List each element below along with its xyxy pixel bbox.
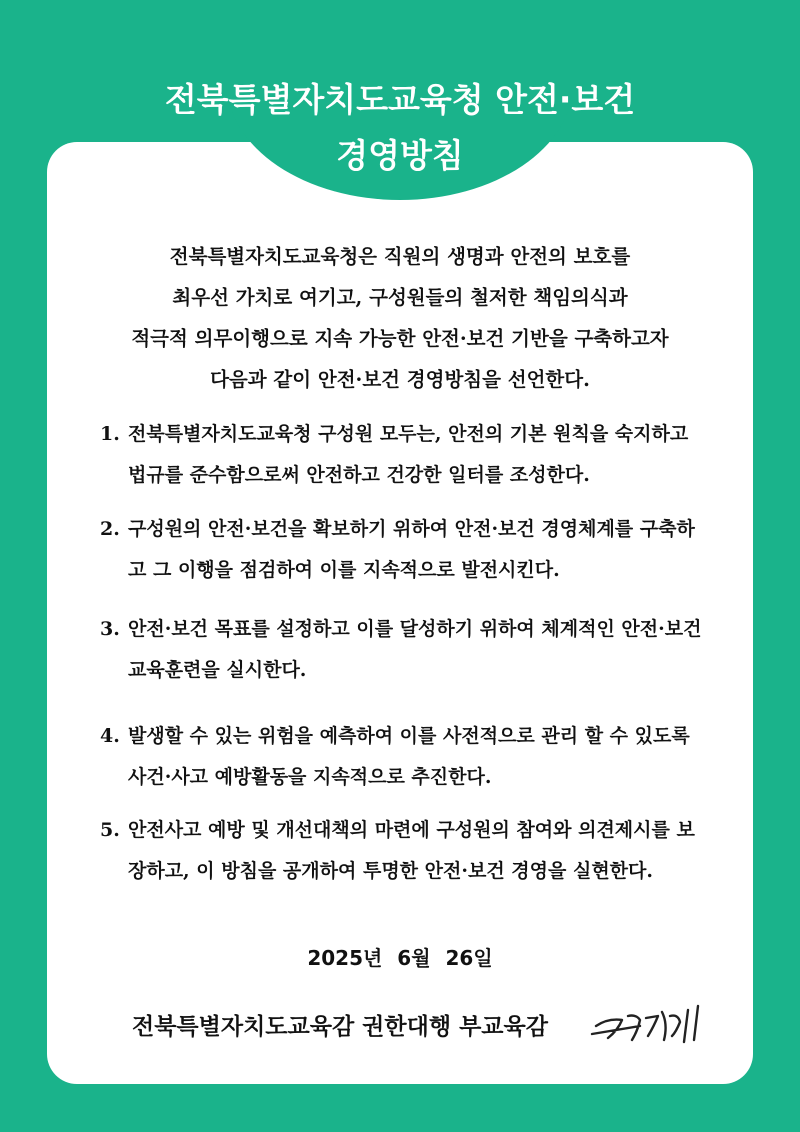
item-text: 발생할 수 있는 위험을 예측하여 이를 사전적으로 관리 할 수 있도록 사건·사고 예방활동을 지속적으로 추진한다. bbox=[128, 725, 690, 788]
signer-title: 전북특별자치도교육감 권한대행 부교육감 bbox=[132, 1014, 548, 1040]
item-number: 3. bbox=[100, 618, 120, 640]
item-number: 5. bbox=[100, 819, 120, 841]
policy-item-4 bbox=[100, 716, 710, 798]
policy-item-2 bbox=[100, 509, 710, 591]
item-text: 안전·보건 목표를 설정하고 이를 달성하기 위하여 체계적인 안전·보건 교육훈련을 실시한다. bbox=[128, 618, 702, 681]
page-title-line1: 전북특별자치도교육청 안전·보건 bbox=[164, 80, 636, 119]
intro-paragraph bbox=[60, 236, 740, 400]
declaration-date: 2025년 6월 26일 bbox=[307, 946, 493, 970]
item-number: 2. bbox=[100, 518, 120, 540]
item-text: 전북특별자치도교육청 구성원 모두는, 안전의 기본 원칙을 숙지하고 법규를 준수함으로써 안전하고 건강한 일터를 조성한다. bbox=[128, 423, 689, 486]
policy-item-5 bbox=[100, 810, 710, 892]
policy-item-1 bbox=[100, 414, 710, 496]
handwritten-signature bbox=[588, 996, 718, 1056]
item-number: 1. bbox=[100, 423, 120, 445]
policy-item-3 bbox=[100, 609, 710, 691]
intro-line: 전북특별자치도교육청은 직원의 생명과 안전의 보호를 bbox=[169, 245, 631, 268]
intro-line: 최우선 가치로 여기고, 구성원들의 철저한 책임의식과 bbox=[172, 286, 628, 309]
page-title-line2: 경영방침 bbox=[336, 136, 464, 175]
intro-line: 적극적 의무이행으로 지속 가능한 안전·보건 기반을 구축하고자 bbox=[131, 327, 669, 350]
item-number: 4. bbox=[100, 725, 120, 747]
item-text: 안전사고 예방 및 개선대책의 마련에 구성원의 참여와 의견제시를 보장하고, 이 방침을 공개하여 투명한 안전·보건 경영을 실현한다. bbox=[128, 819, 695, 882]
item-text: 구성원의 안전·보건을 확보하기 위하여 안전·보건 경영체계를 구축하고 그 이행을 점검하여 이를 지속적으로 발전시킨다. bbox=[128, 518, 695, 581]
intro-line: 다음과 같이 안전·보건 경영방침을 선언한다. bbox=[210, 368, 590, 391]
